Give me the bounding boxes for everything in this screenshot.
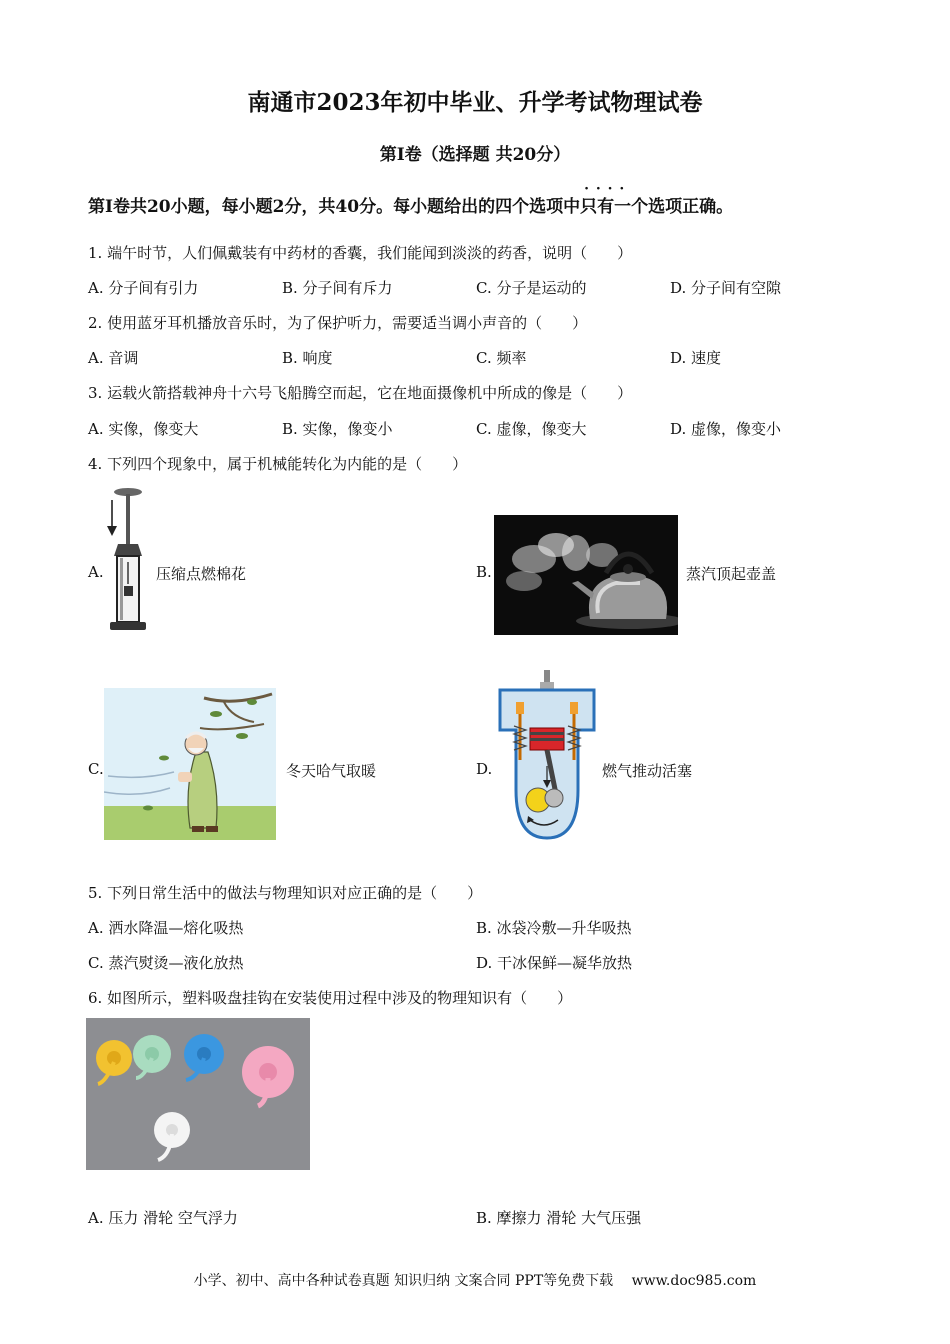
q4-option-a-caption: 压缩点燃棉花 bbox=[156, 565, 247, 583]
q2-option-d: D. 速度 bbox=[670, 349, 722, 367]
q4-option-d-letter: D. bbox=[476, 760, 493, 778]
question-1-stem: 1. 端午时节，人们佩戴装有中药材的香囊，我们能闻到淡淡的药香，说明（ ） bbox=[88, 244, 633, 262]
winter-breath-illustration bbox=[104, 688, 276, 840]
q4-option-b-caption: 蒸汽顶起壶盖 bbox=[686, 565, 777, 583]
question-5-stem: 5. 下列日常生活中的做法与物理知识对应正确的是（ ） bbox=[88, 884, 483, 902]
q1-option-d: D. 分子间有空隙 bbox=[670, 279, 782, 297]
q4-option-c-caption: 冬天哈气取暖 bbox=[286, 762, 377, 780]
q2-option-c: C. 频率 bbox=[476, 349, 527, 367]
q5-option-d: D. 干冰保鲜—凝华放热 bbox=[476, 954, 633, 972]
instruction-emphasis: · · · · 只有一个 bbox=[580, 197, 648, 217]
q3-option-b: B. 实像，像变小 bbox=[282, 420, 393, 438]
q6-option-a: A. 压力 滑轮 空气浮力 bbox=[88, 1209, 238, 1227]
page-footer[interactable]: 小学、初中、高中各种试卷真题 知识归纳 文案合同 PPT等免费下载 www.doc985.com bbox=[193, 1273, 757, 1289]
page-title: 南通市2023年初中毕业、升学考试物理试卷 bbox=[247, 89, 703, 116]
fire-piston-figure bbox=[104, 486, 150, 634]
question-2-stem: 2. 使用蓝牙耳机播放音乐时，为了保护听力，需要适当调小声音的（ ） bbox=[88, 314, 588, 332]
engine-cylinder-diagram bbox=[494, 670, 600, 842]
question-4-stem: 4. 下列四个现象中，属于机械能转化为内能的是（ ） bbox=[88, 455, 468, 473]
q4-option-c-letter: C. bbox=[88, 760, 104, 778]
q4-option-a-letter: A. bbox=[88, 563, 104, 581]
q3-option-a: A. 实像，像变大 bbox=[88, 420, 199, 438]
q4-option-d-caption: 燃气推动活塞 bbox=[602, 762, 693, 780]
q3-option-d: D. 虚像，像变小 bbox=[670, 420, 782, 438]
instruction-text-pre: 第Ⅰ卷共20小题，每小题2分，共40分。每小题给出的四个选项中 bbox=[88, 197, 581, 217]
q2-option-a: A. 音调 bbox=[88, 349, 139, 367]
q3-option-c: C. 虚像，像变大 bbox=[476, 420, 587, 438]
q1-option-c: C. 分子是运动的 bbox=[476, 279, 587, 297]
steaming-kettle-photo bbox=[494, 515, 678, 635]
question-3-stem: 3. 运载火箭搭载神舟十六号飞船腾空而起，它在地面摄像机中所成的像是（ ） bbox=[88, 384, 633, 402]
q5-option-b: B. 冰袋冷敷—升华吸热 bbox=[476, 919, 632, 937]
q5-option-c: C. 蒸汽熨烫—液化放热 bbox=[88, 954, 244, 972]
q1-option-b: B. 分子间有斥力 bbox=[282, 279, 393, 297]
instruction-text-post: 选项正确。 bbox=[648, 197, 734, 217]
q6-option-b: B. 摩擦力 滑轮 大气压强 bbox=[476, 1209, 642, 1227]
q4-option-b-letter: B. bbox=[476, 563, 492, 581]
section-instruction bbox=[88, 192, 733, 217]
question-6-stem: 6. 如图所示，塑料吸盘挂钩在安装使用过程中涉及的物理知识有（ ） bbox=[88, 989, 573, 1007]
section-subtitle: 第Ⅰ卷（选择题 共20分） bbox=[379, 145, 571, 165]
suction-hooks-photo bbox=[86, 1018, 310, 1170]
q2-option-b: B. 响度 bbox=[282, 349, 333, 367]
q1-option-a: A. 分子间有引力 bbox=[88, 279, 199, 297]
q5-option-a: A. 洒水降温—熔化吸热 bbox=[88, 919, 244, 937]
